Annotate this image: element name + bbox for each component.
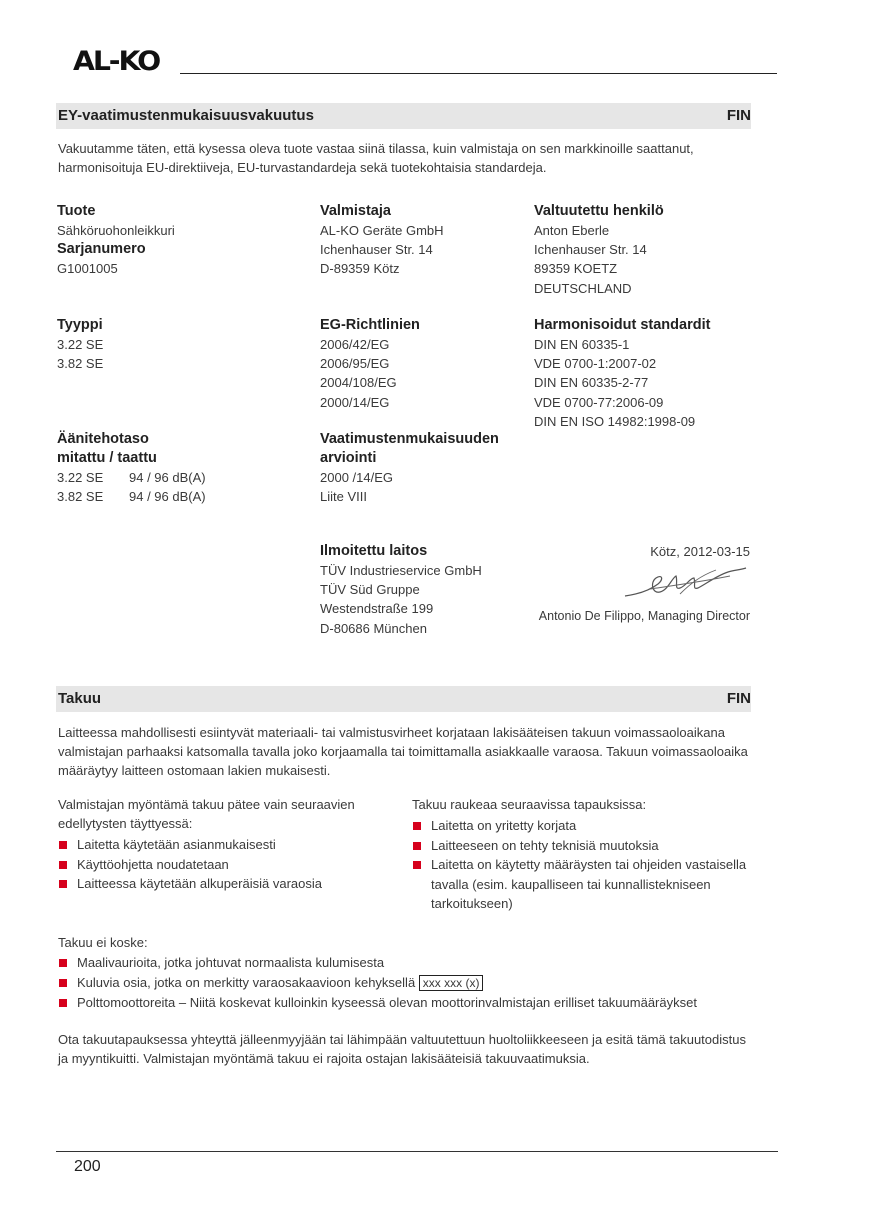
serial-value: G1001005 xyxy=(57,261,118,277)
product-block xyxy=(57,202,175,278)
type-block xyxy=(57,316,103,373)
standard-line: DIN EN ISO 14982:1998-09 xyxy=(534,413,696,429)
authorized-line: Anton Eberle xyxy=(534,223,610,238)
void-list xyxy=(412,816,757,914)
sound-label: Äänitehotaso xyxy=(57,431,149,447)
manufacturer-label: Valmistaja xyxy=(320,203,391,219)
standard-line: VDE 0700-77:2006-09 xyxy=(534,394,664,410)
product-value: Sähköruohonleikkuri xyxy=(57,223,175,238)
list-item: Laitetta on käytetty määräysten tai ohjeiden vastaisella tavalla (esim. kaupalliseen tai kunnallistekniseen tarkoitukseen) xyxy=(412,855,757,914)
sound-row xyxy=(57,487,206,506)
warranty-valid-block xyxy=(58,795,403,894)
standards-block xyxy=(534,316,710,431)
warranty-closing: Ota takuutapauksessa yhteyttä jälleenmyyjään tai lähimpään valtuutettuun huoltoliikkeeseen ja esitä tämä takuutodistus ja myyntikuitti. Valmistajan myöntämä takuu ei rajoita ostajan lakisääteisiä takuuvaatimuksia. xyxy=(58,1032,746,1066)
warranty-void-block xyxy=(412,795,757,914)
authorized-line: Ichenhauser Str. 14 xyxy=(534,242,647,258)
declaration-intro: Vakuutamme täten, että kysessa oleva tuote vastaa siinä tilassa, kuin valmistaja on sen markkinoille saattanut, harmonisoituja EU-direktiiveja, EU-turvastandardeja sekä tuotekohtaisia standardeja. xyxy=(58,141,694,175)
notified-block xyxy=(320,542,482,638)
exclusions-intro: Takuu ei koske: xyxy=(58,935,148,950)
notified-line: Westendstraße 199 xyxy=(320,601,434,617)
type-line: 3.82 SE xyxy=(57,356,104,372)
list-item: Laitetta käytetään asianmukaisesti xyxy=(58,835,403,855)
declaration-section-bar xyxy=(56,103,751,129)
standard-line: DIN EN 60335-2-77 xyxy=(534,375,649,391)
header-rule xyxy=(180,73,777,74)
exclusions-list xyxy=(58,953,758,1013)
authorized-label: Valtuutettu henkilö xyxy=(534,203,664,219)
standard-line: VDE 0700-1:2007-02 xyxy=(534,356,657,372)
list-item: Käyttöohjetta noudatetaan xyxy=(58,855,403,875)
sound-value: 94 / 96 dB(A) xyxy=(129,489,206,505)
page-number: 200 xyxy=(74,1158,101,1175)
notified-line: TÜV Industrieservice GmbH xyxy=(320,563,482,578)
notified-line: TÜV Süd Gruppe xyxy=(320,582,420,598)
manufacturer-line: Ichenhauser Str. 14 xyxy=(320,242,433,258)
signatory: Antonio De Filippo, Managing Director xyxy=(538,609,750,623)
valid-list xyxy=(58,835,403,894)
conformity-block xyxy=(320,430,499,506)
product-label: Tuote xyxy=(57,203,96,219)
serial-label: Sarjanumero xyxy=(57,241,146,258)
directive-line: 2000/14/EG xyxy=(320,394,390,410)
warranty-title: Takuu xyxy=(58,690,102,707)
type-line: 3.22 SE xyxy=(57,337,104,352)
valid-intro: Valmistajan myöntämä takuu pätee vain seuraavien edellytysten täyttyessä: xyxy=(58,797,355,832)
standards-label: Harmonisoidut standardit xyxy=(534,317,711,333)
manufacturer-line: AL-KO Geräte GmbH xyxy=(320,223,444,238)
list-item: Maalivaurioita, jotka johtuvat normaalista kulumisesta xyxy=(58,953,758,973)
sound-model: 3.22 SE xyxy=(57,470,104,485)
directives-label: EG-Richtlinien xyxy=(320,317,420,333)
conformity-label: Vaatimustenmukaisuuden xyxy=(320,431,499,447)
directive-line: 2004/108/EG xyxy=(320,375,397,391)
void-intro: Takuu raukeaa seuraavissa tapauksissa: xyxy=(412,797,647,812)
authorized-line: DEUTSCHLAND xyxy=(534,280,632,296)
notified-label: Ilmoitettu laitos xyxy=(320,543,428,559)
exclusion-text: Kuluvia osia, jotka on merkitty varaosakaavioon kehyksellä xyxy=(77,974,416,990)
list-item: Laitteessa käytetään alkuperäisiä varaosia xyxy=(58,874,403,894)
declaration-lang: FIN xyxy=(726,107,751,124)
conformity-line: 2000 /14/EG xyxy=(320,470,393,485)
sound-value: 94 / 96 dB(A) xyxy=(129,470,206,485)
sound-label-sub: mitattu / taattu xyxy=(57,450,157,466)
manufacturer-block xyxy=(320,202,444,279)
directive-line: 2006/42/EG xyxy=(320,337,390,352)
warranty-exclusions-block xyxy=(58,933,758,1013)
authorized-block xyxy=(534,202,664,298)
alko-logo: AL-KO xyxy=(73,46,160,77)
standard-line: DIN EN 60335-1 xyxy=(534,337,630,352)
manufacturer-line: D-89359 Kötz xyxy=(320,261,400,277)
notified-line: D-80686 München xyxy=(320,620,427,636)
warranty-intro: Laitteessa mahdollisesti esiintyvät materiaali- tai valmistusvirheet korjataan lakisääteisen takuun voimassaoloaikana valmistajan parhaaksi katsomalla tavalla joko korjaamalla tai toimittamalla asiakkaalle varaosa. Takuun voimassaoloaika määräytyy laitteen ostomaan lakien mukaisesti. xyxy=(58,725,748,778)
list-item: Polttomoottoreita – Niitä koskevat kulloinkin kyseessä olevan moottorinvalmistajan erilliset takuumääräykset xyxy=(58,993,758,1013)
type-label: Tyyppi xyxy=(57,317,103,333)
conformity-label-sub: arviointi xyxy=(320,450,377,466)
signature-image xyxy=(620,564,750,604)
warranty-lang: FIN xyxy=(726,690,751,707)
list-item xyxy=(58,973,758,994)
directive-line: 2006/95/EG xyxy=(320,356,390,372)
sound-block xyxy=(57,430,206,506)
warranty-section-bar xyxy=(56,686,751,712)
sound-model: 3.82 SE xyxy=(57,489,104,505)
declaration-title: EY-vaatimustenmukaisuusvakuutus xyxy=(58,107,314,124)
part-frame-box: xxx xxx (x) xyxy=(419,975,484,991)
place-date: Kötz, 2012-03-15 xyxy=(650,544,750,559)
list-item: Laitetta on yritetty korjata xyxy=(412,816,757,836)
directives-block xyxy=(320,316,420,412)
list-item: Laitteeseen on tehty teknisiä muutoksia xyxy=(412,836,757,856)
sound-row xyxy=(57,468,206,487)
conformity-line: Liite VIII xyxy=(320,489,367,505)
footer-rule xyxy=(56,1151,778,1152)
authorized-line: 89359 KOETZ xyxy=(534,261,618,277)
